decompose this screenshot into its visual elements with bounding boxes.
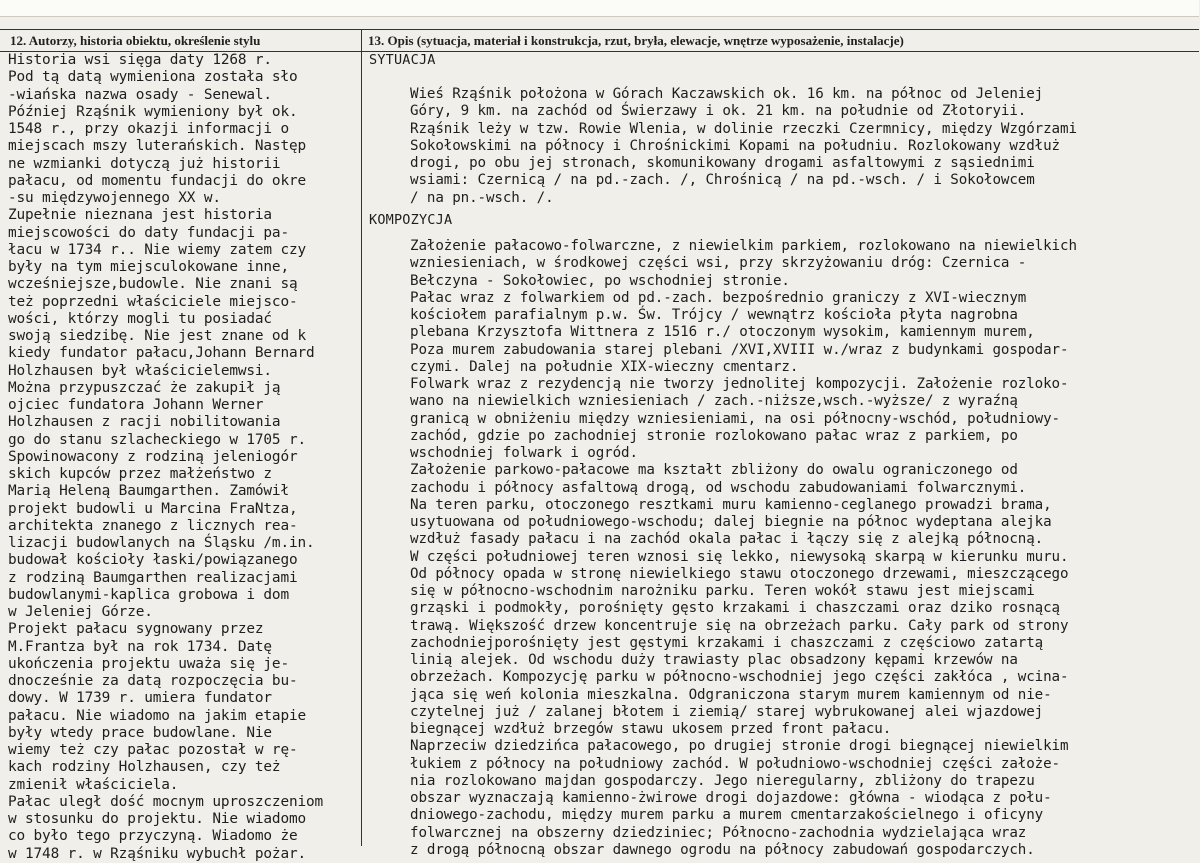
history-line: w stosunku do projektu. Nie wiadomo: [8, 811, 306, 827]
history-line: wcześniejsze,budowle. Nie znani są: [8, 276, 298, 293]
history-line: Można przypuszczać że zakupił ją: [8, 379, 281, 396]
description-line: jąca się weń kolonia mieszkalna. Odgraniczona starym murem kamiennym od nie-: [410, 686, 1052, 703]
description-line: Pałac wraz z folwarkiem od pd.-zach. bezpośrednio graniczy z XVI-wiecznym: [410, 289, 1027, 306]
history-line: z rodziną Baumgarthen realizacjami: [8, 569, 298, 586]
history-line: dowy. W 1739 r. umiera fundator: [8, 690, 272, 707]
description-line: Góry, 9 km. na zachód od Świerzawy i ok. 21 km. na południe od Złotoryii.: [410, 103, 1027, 120]
history-column: [8, 52, 360, 862]
description-line: wschodniej folwark i ogród.: [410, 445, 638, 461]
history-line: Holzhausen był właścicielemwsi.: [8, 362, 272, 379]
history-line: Zupełnie nieznana jest historia: [8, 207, 272, 224]
history-line: budowlanymi-kaplica grobowa i dom: [8, 586, 289, 603]
description-line: Sokołowskimi na północy i Chrośnickimi Kopami na południu. Rozlokowany wzdłuż: [410, 137, 1061, 154]
history-line: projekt budowli u Marcina FraNtza,: [8, 500, 298, 517]
history-line: Pałac uległ dość mocnym uproszczeniom: [8, 793, 324, 810]
column-divider: [361, 29, 362, 846]
history-line: lizacji budowlanych na Śląsku /m.in.: [8, 535, 315, 551]
sytuacja-paragraph: [410, 86, 1200, 207]
description-line: obszar wyznaczają kamienno-żwirowe drogi dojazdowe: główna - wiodąca z połu-: [410, 790, 1052, 806]
history-line: były wtedy prace budowlane. Nie: [8, 724, 272, 741]
history-line: skich kupców przez małżeństwo z: [8, 466, 272, 482]
description-line: Na teren parku, otoczonego resztkami muru kamienno-ceglanego prowadzi brama,: [410, 496, 1052, 513]
history-line: swoją siedzibę. Nie jest znane od k: [8, 328, 306, 344]
history-line: miejscowości do daty fundacji pa-: [8, 224, 289, 241]
description-line: czymi. Dalej na południe XIX-wieczny cmentarz.: [410, 358, 799, 375]
description-line: linią alejek. Od wschodu duży trawiasty plac obsadzony kępami krzewów na: [410, 652, 1018, 668]
history-line: dnocześnie za datą rozpoczęcia bu-: [8, 673, 298, 689]
history-line: Projekt pałacu sygnowany przez: [8, 621, 264, 638]
history-line: Holzhausen z racji nobilitowania: [8, 414, 281, 431]
description-line: dniowego-zachodu, między murem parku a murem cmentarzakościelnego i oficyny: [410, 807, 1044, 824]
description-line: kościołem parafialnym p.w. Św. Trójcy / wewnątrz kościoła płyta nagrobna: [410, 307, 1018, 323]
history-line: kach rodziny Holzhausen, czy też: [8, 759, 281, 776]
description-line: obrzeżach. Kompozycję parku w północno-wschodniej jego części zakłóca , wcina-: [410, 669, 1069, 686]
description-line: czytelnej już / zalanej błotem i ziemią/ starej wybrukowanej alei wjazdowej: [410, 703, 1044, 720]
history-line: wości, którzy mogli tu posiadać: [8, 310, 272, 327]
description-line: Od północy opada w stronę niewielkiego stawu otoczonego drzewami, mieszczącego: [410, 565, 1069, 582]
description-line: zachodniejporośnięty jest gęstymi krzakami i chaszczami z częściowo zatartą: [410, 634, 1044, 651]
history-line: w 1748 r. w Rząśniku wybuchł pożar.: [8, 845, 306, 862]
description-line: łukiem z północy na południowy zachód. W południowo-wschodniej części założe-: [410, 755, 1061, 772]
header-top-rule: [0, 29, 1199, 30]
section-13-header: 13. Opis (sytuacja, materiał i konstrukcja, rzut, bryła, elewacje, wnętrze wyposażenie, instalacje): [368, 33, 904, 48]
description-line: wzdłuż fasady pałacu i na zachód okala pałac i łączy się z alejką północną.: [410, 531, 1044, 548]
history-line: w Jeleniej Górze.: [8, 604, 153, 620]
description-line: z drogą północną obszar dawnego ogrodu na północy zabudowań gospodarczych.: [410, 841, 1035, 858]
description-line: Folwark wraz z rezydencją nie tworzy jednolitej kompozycji. Założenie rozloko-: [410, 376, 1069, 392]
history-line: ojciec fundatora Johann Werner: [8, 397, 264, 413]
history-line: Pod tą datą wymieniona została sło: [8, 69, 298, 86]
history-line: M.Frantza był na rok 1734. Datę: [8, 638, 272, 655]
description-line: zachodu i północy asfaltową drogą, od wschodu zabudowaniami folwarcznymi.: [410, 479, 1027, 496]
description-line: trawą. Większość drzew koncentruje się na obrzeżach parku. Cały park od strony: [410, 617, 1069, 634]
description-column: [365, 52, 1199, 858]
section-title-kompozycja: KOMPOZYCJA: [369, 212, 453, 228]
history-line: były na tym miejsculokowane inne,: [8, 259, 289, 275]
history-line: budował kościoły łaski/powiązanego: [8, 552, 298, 569]
history-line: pałacu, od momentu fundacji do okre: [8, 172, 306, 189]
history-line: 1548 r., przy okazji informacji o: [8, 121, 289, 137]
description-line: folwarcznej na obszerny dziedziniec; Północno-zachodnia wydzielająca wraz: [410, 824, 1027, 841]
history-line: go do stanu szlacheckiego w 1705 r.: [8, 431, 306, 448]
history-line: Później Rząśnik wymieniony był ok.: [8, 103, 298, 120]
section-title-sytuacja: SYTUACJA: [369, 52, 436, 68]
description-line: biegnącej wzdłuż brzegów stawu ukosem przed front pałacu.: [410, 721, 892, 737]
history-line: pałacu. Nie wiadomo na jakim etapie: [8, 707, 306, 724]
history-line: ukończenia projektu uważa się je-: [8, 655, 289, 672]
description-line: się w północno-wschodnim narożniku parku. Teren wokół stawu jest miejscami: [410, 583, 1035, 599]
kompozycja-paragraph: [410, 238, 1200, 859]
description-line: / na pn.-wsch. /.: [410, 189, 554, 206]
description-line: Założenie pałacowo-folwarczne, z niewielkim parkiem, rozlokowano na niewielkich: [410, 238, 1077, 254]
description-line: wano na niewielkich wzniesieniach / zach.-niższe,wsch.-wyższe/ z wyraźną: [410, 393, 1018, 410]
description-line: granicą w obniżeniu między wzniesieniami, na osi północny-wschód, południowy-: [410, 410, 1061, 427]
history-line: ne wzmianki dotyczą już historii: [8, 155, 281, 172]
description-line: Naprzeciw dziedzińca pałacowego, po drugiej stronie drogi biegnącej niewielkim: [410, 738, 1069, 755]
description-line: Bełczyna - Sokołowiec, po wschodniej stronie.: [410, 272, 790, 289]
section-12-header: 12. Autorzy, historia obiektu, określenie stylu: [10, 33, 261, 48]
history-line: wiemy też czy pałac pozostał w rę-: [8, 742, 298, 758]
description-line: Poza murem zabudowania starej plebani /XVI,XVIII w./wraz z budynkami gospodar-: [410, 341, 1069, 358]
history-line: zmienił właściciela.: [8, 776, 179, 793]
history-line: co było tego przyczyną. Wiadomo że: [8, 828, 298, 845]
history-line: Historia wsi sięga daty 1268 r.: [8, 52, 272, 68]
description-line: Założenie parkowo-pałacowe ma kształt zbliżony do owalu ograniczonego od: [410, 462, 1018, 479]
description-line: Wieś Rząśnik położona w Górach Kaczawskich ok. 16 km. na północ od Jeleniej: [410, 86, 1044, 102]
history-line: miejscach mszy luterańskich. Następ: [8, 138, 306, 155]
history-line: też poprzedni właściciele miejsco-: [8, 293, 298, 310]
history-line: architekta znanego z licznych rea-: [8, 517, 298, 534]
description-line: W części południowej teren wznosi się lekko, niewysoką skarpą w kierunku muru.: [410, 548, 1069, 565]
history-line: kiedy fundator pałacu,Johann Bernard: [8, 345, 315, 362]
description-line: zachód, gdzie po zachodniej stronie rozlokowano pałac wraz z parkiem, po: [410, 427, 1018, 444]
description-line: plebana Krzysztofa Wittnera z 1516 r./ otoczonym wysokim, kamiennym murem,: [410, 324, 1035, 341]
history-line: -wiańska nazwa osady - Senewal.: [8, 86, 272, 103]
description-line: grząski i podmokły, porośnięty gęsto krzakami i chaszczami oraz dziko rosnącą: [410, 600, 1061, 617]
description-line: drogi, po obu jej stronach, skomunikowany drogami asfaltowymi z sąsiednimi: [410, 155, 1035, 171]
description-line: Rząśnik leży w tzw. Rowie Wlenia, w dolinie rzeczki Czermnicy, między Wzgórzami: [410, 120, 1077, 137]
history-line: łacu w 1734 r.. Nie wiemy zatem czy: [8, 241, 306, 258]
description-line: wsiami: Czernicą / na pd.-zach. /, Chrośnicą / na pd.-wsch. / i Sokołowcem: [410, 172, 1035, 189]
description-line: nia rozlokowano majdan gospodarczy. Jego nieregularny, zbliżony do trapezu: [410, 772, 1035, 789]
history-line: Spowinowacony z rodziną jeleniogór: [8, 448, 298, 465]
description-line: wzniesieniach, w środkowej części wsi, przy skrzyżowaniu dróg: Czernica -: [410, 255, 1027, 272]
description-line: usytuowana od południowego-wschodu; dalej biegnie na północ wydeptana alejka: [410, 514, 1052, 530]
paper-top-edge: [0, 0, 1199, 17]
history-line: -su międzywojennego XX w.: [8, 190, 221, 206]
history-line: Marią Heleną Baumgarthen. Zamówił: [8, 483, 289, 500]
